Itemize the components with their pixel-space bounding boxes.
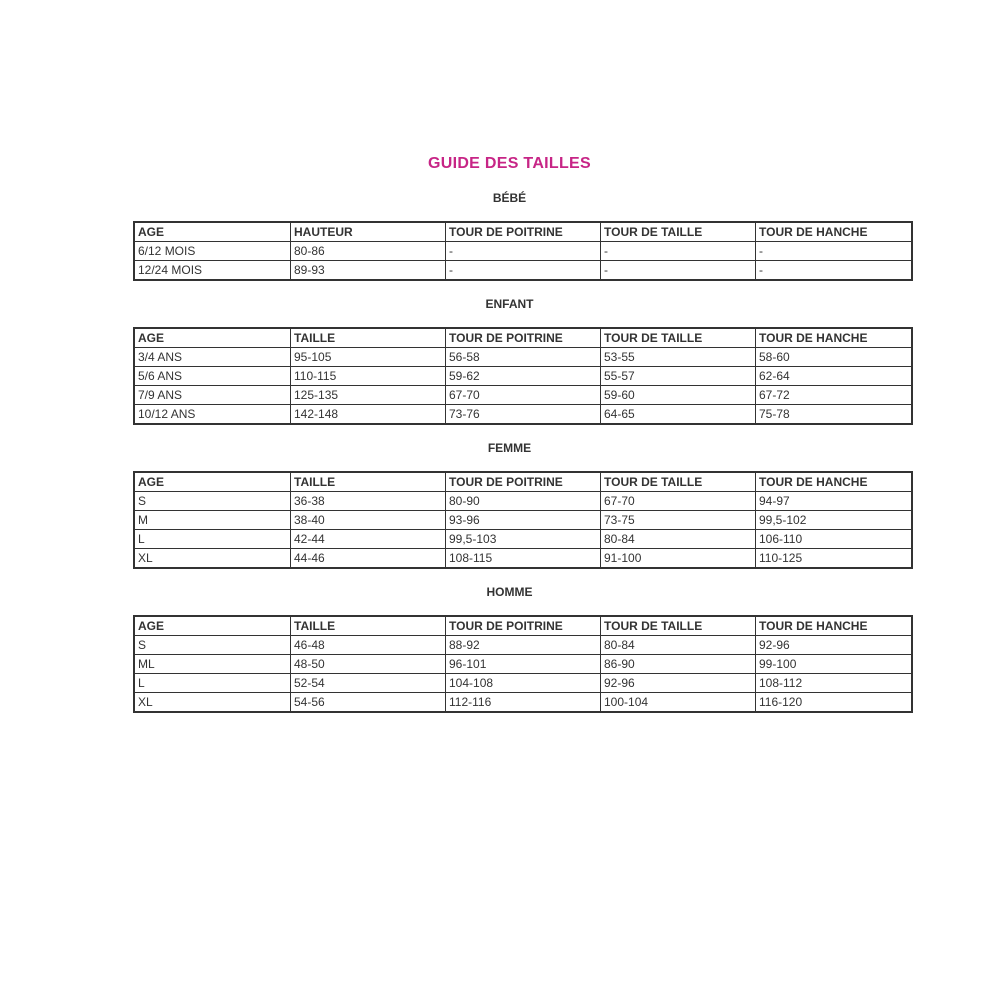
table-row	[134, 674, 912, 693]
column-header: TOUR DE HANCHE	[756, 472, 913, 492]
table-cell: 38-40	[291, 511, 446, 530]
table-cell: 112-116	[446, 693, 601, 713]
table-cell: 12/24 MOIS	[134, 261, 291, 281]
table-header-row	[134, 472, 912, 492]
table-cell: M	[134, 511, 291, 530]
table-cell: XL	[134, 549, 291, 569]
table-cell: -	[446, 261, 601, 281]
table-cell: 92-96	[601, 674, 756, 693]
table-cell: 92-96	[756, 636, 913, 655]
size-guide-sections	[133, 191, 886, 713]
section-title: BÉBÉ	[492, 191, 527, 205]
table-cell: 59-62	[446, 367, 601, 386]
table-cell: 42-44	[291, 530, 446, 549]
table-cell: L	[134, 530, 291, 549]
table-cell: 55-57	[601, 367, 756, 386]
table-cell: 80-86	[291, 242, 446, 261]
size-table	[133, 471, 913, 569]
table-cell: 86-90	[601, 655, 756, 674]
table-cell: 110-115	[291, 367, 446, 386]
table-cell: 88-92	[446, 636, 601, 655]
table-cell: 108-115	[446, 549, 601, 569]
table-cell: 93-96	[446, 511, 601, 530]
table-row	[134, 530, 912, 549]
table-row	[134, 386, 912, 405]
table-row	[134, 367, 912, 386]
table-cell: 7/9 ANS	[134, 386, 291, 405]
size-table-section	[133, 585, 886, 713]
table-cell: 44-46	[291, 549, 446, 569]
section-title: HOMME	[486, 585, 533, 599]
table-cell: 142-148	[291, 405, 446, 425]
section-title: FEMME	[487, 441, 532, 455]
table-row	[134, 492, 912, 511]
table-cell: 116-120	[756, 693, 913, 713]
table-cell: 56-58	[446, 348, 601, 367]
size-table-section	[133, 297, 886, 425]
column-header: AGE	[134, 328, 291, 348]
column-header: TAILLE	[291, 616, 446, 636]
table-cell: 3/4 ANS	[134, 348, 291, 367]
table-cell: 75-78	[756, 405, 913, 425]
table-cell: 89-93	[291, 261, 446, 281]
table-cell: 106-110	[756, 530, 913, 549]
table-cell: 73-75	[601, 511, 756, 530]
table-cell: 67-72	[756, 386, 913, 405]
table-cell: 91-100	[601, 549, 756, 569]
table-cell: ML	[134, 655, 291, 674]
table-cell: -	[601, 261, 756, 281]
table-header-row	[134, 328, 912, 348]
size-table	[133, 327, 913, 425]
table-row	[134, 636, 912, 655]
table-cell: 59-60	[601, 386, 756, 405]
size-table-section	[133, 191, 886, 281]
column-header: TOUR DE POITRINE	[446, 222, 601, 242]
table-cell: 58-60	[756, 348, 913, 367]
table-cell: -	[756, 242, 913, 261]
table-cell: 46-48	[291, 636, 446, 655]
column-header: TOUR DE POITRINE	[446, 616, 601, 636]
table-row	[134, 655, 912, 674]
column-header: AGE	[134, 472, 291, 492]
table-cell: -	[756, 261, 913, 281]
table-cell: 6/12 MOIS	[134, 242, 291, 261]
table-row	[134, 261, 912, 281]
table-cell: 99,5-102	[756, 511, 913, 530]
column-header: TOUR DE HANCHE	[756, 222, 913, 242]
table-cell: -	[601, 242, 756, 261]
table-cell: L	[134, 674, 291, 693]
table-cell: 53-55	[601, 348, 756, 367]
table-cell: 108-112	[756, 674, 913, 693]
table-cell: 96-101	[446, 655, 601, 674]
table-cell: 94-97	[756, 492, 913, 511]
table-cell: 100-104	[601, 693, 756, 713]
column-header: TOUR DE POITRINE	[446, 328, 601, 348]
table-row	[134, 549, 912, 569]
table-cell: 80-90	[446, 492, 601, 511]
section-title: ENFANT	[485, 297, 534, 311]
table-cell: 73-76	[446, 405, 601, 425]
table-cell: 62-64	[756, 367, 913, 386]
table-cell: -	[446, 242, 601, 261]
column-header: TOUR DE POITRINE	[446, 472, 601, 492]
table-cell: 110-125	[756, 549, 913, 569]
table-row	[134, 511, 912, 530]
table-header-row	[134, 222, 912, 242]
table-cell: 125-135	[291, 386, 446, 405]
size-table	[133, 221, 913, 281]
table-cell: XL	[134, 693, 291, 713]
table-cell: 5/6 ANS	[134, 367, 291, 386]
table-cell: 67-70	[601, 492, 756, 511]
table-cell: 95-105	[291, 348, 446, 367]
table-row	[134, 242, 912, 261]
column-header: TOUR DE TAILLE	[601, 222, 756, 242]
table-row	[134, 693, 912, 713]
column-header: TOUR DE TAILLE	[601, 328, 756, 348]
column-header: TOUR DE HANCHE	[756, 328, 913, 348]
size-table	[133, 615, 913, 713]
table-cell: 64-65	[601, 405, 756, 425]
table-cell: 52-54	[291, 674, 446, 693]
column-header: TOUR DE TAILLE	[601, 472, 756, 492]
table-header-row	[134, 616, 912, 636]
table-row	[134, 348, 912, 367]
column-header: TOUR DE TAILLE	[601, 616, 756, 636]
table-cell: 48-50	[291, 655, 446, 674]
column-header: TAILLE	[291, 472, 446, 492]
table-cell: 10/12 ANS	[134, 405, 291, 425]
table-cell: 99-100	[756, 655, 913, 674]
table-cell: S	[134, 636, 291, 655]
column-header: AGE	[134, 222, 291, 242]
table-cell: 80-84	[601, 530, 756, 549]
table-cell: 54-56	[291, 693, 446, 713]
table-cell: 104-108	[446, 674, 601, 693]
column-header: TOUR DE HANCHE	[756, 616, 913, 636]
column-header: HAUTEUR	[291, 222, 446, 242]
table-cell: S	[134, 492, 291, 511]
table-cell: 36-38	[291, 492, 446, 511]
column-header: TAILLE	[291, 328, 446, 348]
table-cell: 99,5-103	[446, 530, 601, 549]
table-cell: 67-70	[446, 386, 601, 405]
page-title: GUIDE DES TAILLES	[427, 155, 592, 172]
column-header: AGE	[134, 616, 291, 636]
table-cell: 80-84	[601, 636, 756, 655]
size-table-section	[133, 441, 886, 569]
size-guide-content	[133, 155, 886, 713]
table-row	[134, 405, 912, 425]
